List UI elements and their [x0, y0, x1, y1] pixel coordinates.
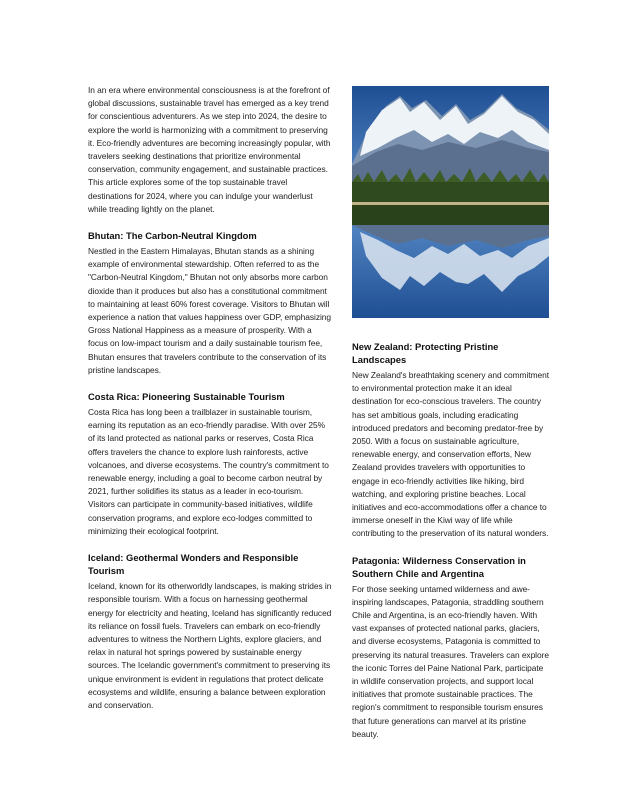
section-heading-patagonia: Patagonia: Wilderness Conservation in Southern Chile and Argentina — [352, 554, 526, 579]
section-iceland — [88, 551, 332, 712]
right-column — [352, 340, 550, 741]
section-body-new-zealand: New Zealand's breathtaking scenery and commitment to environmental protection make it an ideal destination for eco-conscious travelers. The country has set ambitious goals, including eradicating introduced predators and becoming predator-free by 2050. With a focus on sustainable agriculture, renewable energy, and conservation efforts, New Zealand provides travelers with opportunities to engage in eco-friendly activities like hiking, bird watching, and exploring pristine beaches. Local initiatives and eco-accommodations offer a chance to immerse oneself in the Kiwi way of life while contributing to the preservation of its natural wonders. — [352, 370, 549, 539]
section-heading-iceland: Iceland: Geothermal Wonders and Responsible Tourism — [88, 552, 299, 577]
section-body-iceland: Iceland, known for its otherworldly landscapes, is making strides in responsible tourism. With a focus on harnessing geothermal energy for electricity and heating, Iceland has significantly reduced its reliance on fossil fuels. Travelers can embark on eco-friendly adventures to witness the Northern Lights, explore glaciers, and relax in natural hot springs powered by sustainable energy sources. The Icelandic government's commitment to preserving its unique environment is evident in regulations that protect delicate ecosystems and wildlife, ensuring a balance between exploration and conservation. — [88, 581, 332, 710]
section-patagonia — [352, 554, 550, 741]
section-new-zealand — [352, 340, 550, 541]
mountain-lake-photo — [352, 86, 549, 318]
left-column — [88, 84, 332, 712]
section-heading-costa-rica: Costa Rica: Pioneering Sustainable Tourism — [88, 391, 285, 403]
section-heading-bhutan: Bhutan: The Carbon-Neutral Kingdom — [88, 230, 257, 242]
forest-band — [352, 182, 549, 204]
intro-paragraph: In an era where environmental consciousness is at the forefront of global discussions, sustainable travel has emerged as a key trend for conscientious adventurers. As we step into 2024, the desire to explore the world is harmonizing with a commitment to preserving it. Eco-friendly adventures are becoming increasingly popular, with travelers seeking destinations that prioritize environmental conservation, community engagement, and sustainable practices. This article explores some of the top sustainable travel destinations for 2024, where you can indulge your wanderlust while treading lightly on the planet. — [88, 85, 331, 214]
section-costa-rica — [88, 390, 332, 538]
section-body-patagonia: For those seeking untamed wilderness and awe-inspiring landscapes, Patagonia, straddling southern Chile and Argentina, is an eco-friendly haven. With vast expanses of protected national parks, glaciers, and diverse ecosystems, Patagonia is committed to preserving its natural treasures. Travelers can explore the iconic Torres del Paine National Park, participate in wildlife conservation projects, and support local initiatives that promote sustainable practices. The region's commitment to responsible tourism ensures that future generations can marvel at its pristine beauty. — [352, 583, 549, 739]
forest-reflection — [352, 205, 549, 225]
mountain-lake-illustration — [352, 86, 549, 318]
section-bhutan — [88, 229, 332, 377]
section-body-bhutan: Nestled in the Eastern Himalayas, Bhutan stands as a shining example of environmental stewardship. Often referred to as the "Carbon-Neutral Kingdom," Bhutan not only absorbs more carbon dioxide than it produces but also has a constitutional commitment to maintaining at least 60% forest coverage. Visitors to Bhutan will experience a nation that values happiness over GDP, emphasizing Gross National Happiness as a measure of prosperity. With a focus on low-impact tourism and a daily sustainable tourism fee, Bhutan ensures that travelers contribute to the conservation of its pristine landscapes. — [88, 246, 331, 375]
section-body-costa-rica: Costa Rica has long been a trailblazer in sustainable tourism, earning its reputation as an eco-friendly paradise. With over 25% of its land protected as national parks or reserves, Costa Rica offers travelers the chance to explore lush rainforests, active volcanoes, and diverse ecosystems. The country's commitment to renewable energy, including a goal to become carbon neutral by 2021, further solidifies its status as a leader in eco-tourism. Visitors can participate in community-based initiatives, wildlife conservation programs, and explore eco-lodges committed to minimizing their ecological footprint. — [88, 407, 329, 536]
section-heading-new-zealand: New Zealand: Protecting Pristine Landscapes — [352, 341, 499, 365]
shore — [352, 202, 549, 205]
